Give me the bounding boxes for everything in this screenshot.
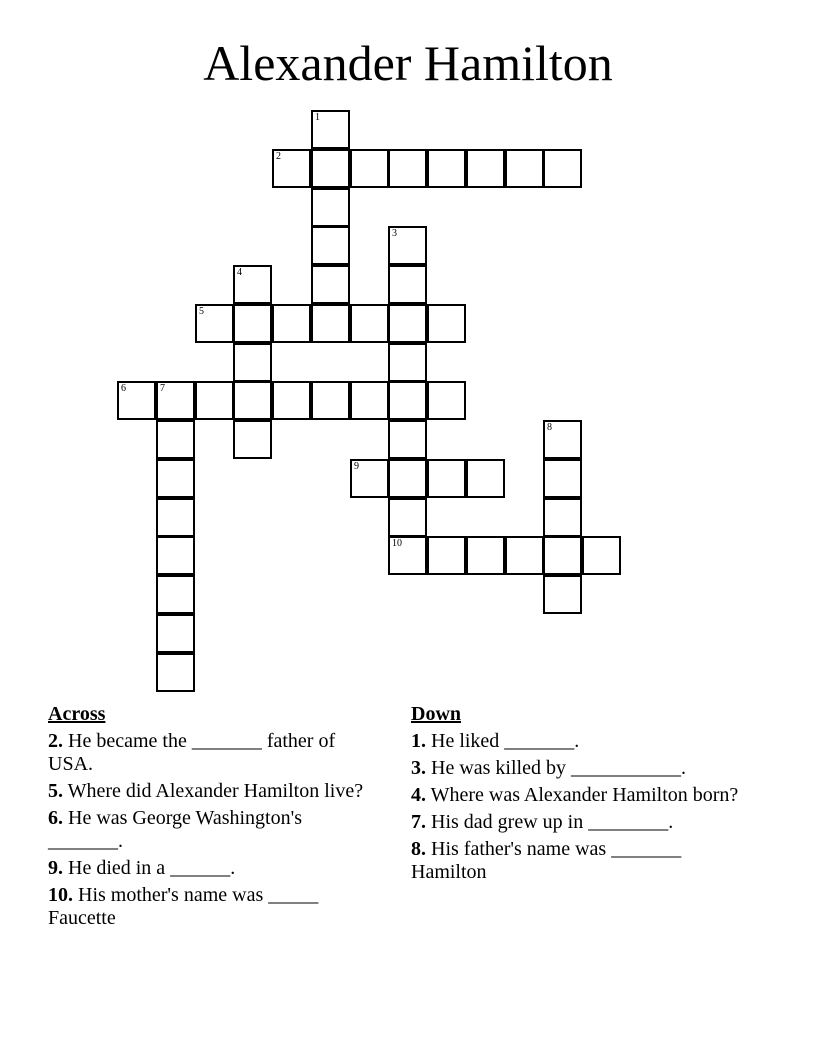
grid-cell[interactable]	[233, 265, 272, 304]
clue-number: 5.	[48, 780, 63, 802]
grid-cell[interactable]	[311, 265, 350, 304]
clue-number: 9.	[48, 857, 63, 879]
clue-text: Where did Alexander Hamilton live?	[63, 780, 364, 802]
grid-cell[interactable]	[388, 265, 427, 304]
clue-down-8	[411, 838, 751, 884]
grid-cell[interactable]	[427, 149, 466, 188]
clue-down-1	[411, 730, 751, 753]
grid-cell[interactable]	[427, 381, 466, 420]
clue-text: He was George Washington's _______.	[48, 807, 302, 852]
grid-cell[interactable]	[388, 343, 427, 382]
across-heading: Across	[48, 703, 106, 725]
grid-cell[interactable]	[156, 614, 195, 653]
grid-cell[interactable]	[466, 459, 505, 498]
grid-cell[interactable]	[156, 536, 195, 575]
grid-cell[interactable]	[311, 304, 350, 343]
grid-cell[interactable]	[156, 575, 195, 614]
clue-number: 6.	[48, 807, 63, 829]
clue-across-9	[48, 857, 378, 880]
clue-number: 1.	[411, 730, 426, 752]
clue-across-10	[48, 884, 378, 930]
clue-down-4	[411, 784, 751, 807]
grid-cell[interactable]	[427, 536, 466, 575]
clue-number: 3.	[411, 757, 426, 779]
grid-cell[interactable]	[156, 381, 195, 420]
grid-cell[interactable]	[427, 459, 466, 498]
puzzle-title: Alexander Hamilton	[203, 35, 613, 91]
grid-cell[interactable]	[350, 149, 389, 188]
grid-cell[interactable]	[388, 149, 427, 188]
down-heading: Down	[411, 703, 462, 725]
across-clues	[48, 703, 378, 934]
grid-cell[interactable]	[543, 459, 582, 498]
grid-cell[interactable]	[156, 459, 195, 498]
grid-cell[interactable]	[233, 420, 272, 459]
grid-cell[interactable]	[505, 536, 544, 575]
clue-text: His mother's name was _____ Faucette	[48, 884, 319, 929]
clue-number: 10.	[48, 884, 73, 906]
grid-cell[interactable]	[350, 459, 389, 498]
grid-cell[interactable]	[427, 304, 466, 343]
grid-cell[interactable]	[311, 381, 350, 420]
clue-down-3	[411, 757, 751, 780]
cell-number: 6	[121, 383, 126, 394]
clue-number: 8.	[411, 838, 426, 860]
clue-text: He was killed by ___________.	[426, 757, 686, 779]
clue-number: 7.	[411, 811, 426, 833]
grid-cell[interactable]	[195, 381, 234, 420]
grid-cell[interactable]	[388, 420, 427, 459]
grid-cell[interactable]	[388, 381, 427, 420]
down-clues	[411, 703, 751, 888]
clue-number: 2.	[48, 730, 63, 752]
clue-text: He became the _______ father of USA.	[48, 730, 336, 775]
grid-cell[interactable]	[311, 149, 350, 188]
grid-cell[interactable]	[582, 536, 621, 575]
grid-cell[interactable]	[543, 498, 582, 537]
grid-cell[interactable]	[117, 381, 156, 420]
grid-cell[interactable]	[156, 420, 195, 459]
grid-cell[interactable]	[195, 304, 234, 343]
grid-cell[interactable]	[543, 149, 582, 188]
clue-across-5	[48, 780, 378, 803]
cell-number: 8	[547, 422, 552, 433]
cell-number: 3	[392, 228, 397, 239]
grid-cell[interactable]	[388, 304, 427, 343]
grid-cell[interactable]	[272, 304, 311, 343]
cell-number: 5	[199, 306, 204, 317]
clue-across-6	[48, 807, 378, 853]
grid-cell[interactable]	[311, 188, 350, 227]
grid-cell[interactable]	[466, 536, 505, 575]
cell-number: 9	[354, 461, 359, 472]
grid-cell[interactable]	[233, 343, 272, 382]
cell-number: 2	[276, 151, 281, 162]
clue-number: 4.	[411, 784, 426, 806]
grid-cell[interactable]	[505, 149, 544, 188]
clue-across-2	[48, 730, 378, 776]
grid-cell[interactable]	[350, 304, 389, 343]
grid-cell[interactable]	[543, 536, 582, 575]
clue-text: His dad grew up in ________.	[426, 811, 674, 833]
grid-cell[interactable]	[311, 110, 350, 149]
clue-text: He liked _______.	[426, 730, 580, 752]
grid-cell[interactable]	[272, 381, 311, 420]
grid-cell[interactable]	[466, 149, 505, 188]
grid-cell[interactable]	[388, 459, 427, 498]
clue-text: He died in a ______.	[63, 857, 236, 879]
grid-cell[interactable]	[272, 149, 311, 188]
cell-number: 1	[315, 112, 320, 123]
cell-number: 7	[160, 383, 165, 394]
grid-cell[interactable]	[311, 226, 350, 265]
grid-cell[interactable]	[233, 304, 272, 343]
clue-down-7	[411, 811, 751, 834]
grid-cell[interactable]	[156, 498, 195, 537]
grid-cell[interactable]	[388, 536, 427, 575]
cell-number: 10	[392, 538, 402, 549]
grid-cell[interactable]	[233, 381, 272, 420]
grid-cell[interactable]	[543, 420, 582, 459]
clue-text: Where was Alexander Hamilton born?	[426, 784, 739, 806]
clue-text: His father's name was _______ Hamilton	[411, 838, 682, 883]
grid-cell[interactable]	[350, 381, 389, 420]
cell-number: 4	[237, 267, 242, 278]
grid-cell[interactable]	[388, 498, 427, 537]
grid-cell[interactable]	[388, 226, 427, 265]
grid-cell[interactable]	[156, 653, 195, 692]
grid-cell[interactable]	[543, 575, 582, 614]
